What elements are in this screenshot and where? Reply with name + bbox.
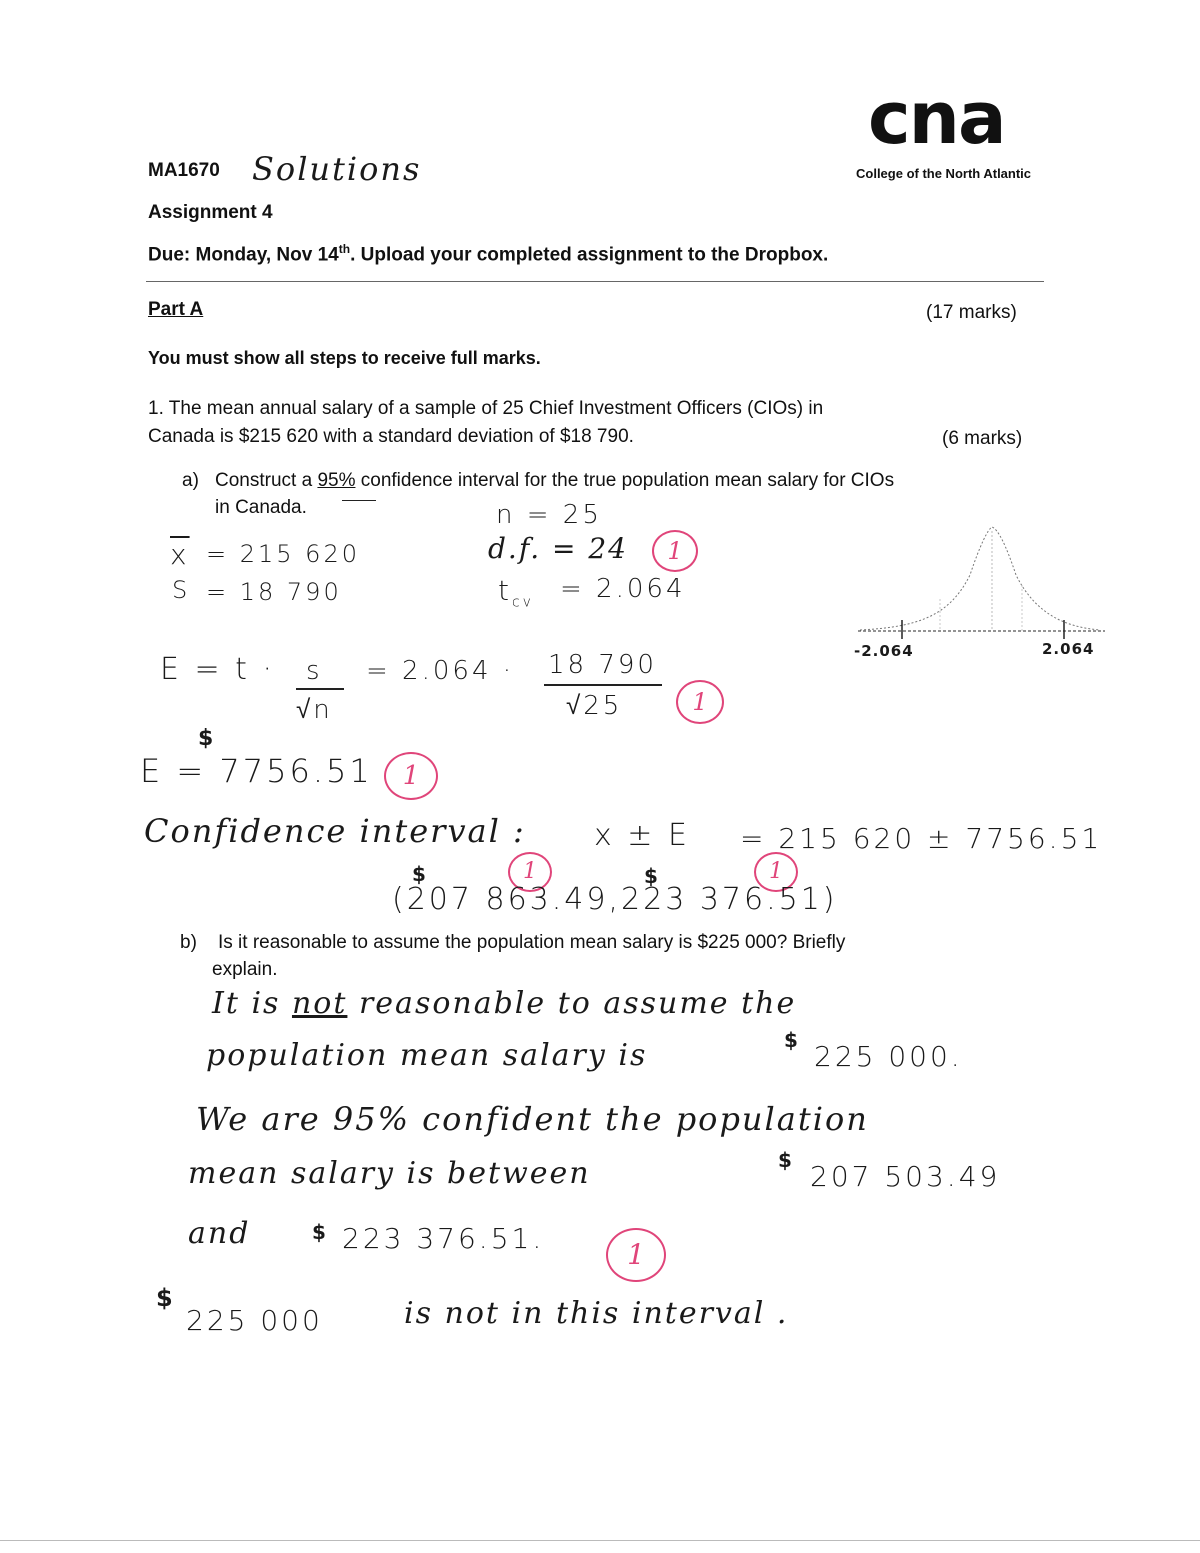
part-b-line2: explain. [212,959,278,980]
part-b-label: b) [180,932,197,953]
ci-interval [392,882,838,917]
solutions-handwritten: Solutions [252,150,422,188]
e-formula-num2: 18 790 [548,650,657,680]
part-a-label: a) [182,470,199,491]
xbar-letter: $\overline{x}$ [170,538,190,571]
answer-b-line6-amount: 225 000 [186,1304,323,1337]
tcv-subscript: cv [511,594,534,611]
ci-value: = 215 620 ± 7756.51 [740,822,1103,855]
cna-logo: cna [868,76,1005,160]
e-formula-frac-line [296,688,344,690]
mark-e-result: 1 [384,752,438,800]
logo-subtitle: College of the North Atlantic [856,166,1032,181]
tcv-symbol [498,574,534,611]
answer-b-not: not [291,986,348,1021]
ci-formula [594,818,690,853]
ci-label: Confidence interval : [144,812,526,850]
part-title: Part A [148,299,204,320]
mark-answer-b: 1 [606,1228,666,1282]
mark-ci-1: 1 [508,852,552,892]
scan-bottom-edge [0,1540,1200,1541]
s-value: = 18 790 [206,578,342,606]
ci-dollar-2: $ [644,864,661,888]
answer-b-line2: population mean salary is [206,1038,648,1073]
answer-b-line6-post: is not in this interval . [404,1296,789,1331]
answer-b-line5: and [188,1216,251,1251]
answer-b-line5-amount: 223 376.51. [342,1222,545,1255]
e-formula-num: s [306,656,323,686]
e-result: E = 7756.51 [140,752,373,790]
mark-df: 1 [652,530,698,572]
e-formula-den: √n [296,695,333,725]
highlight-double-underline [342,500,376,501]
answer-b-line1-pre: It is [212,986,292,1021]
ci-interval-open: (207 863.49 [392,882,609,917]
part-a-text [215,470,894,492]
curve-left-label: -2.064 [854,642,914,660]
tcv-value: = 2.064 [560,574,686,604]
answer-b-line4-dollar: $ [778,1148,795,1172]
question-1-line2: Canada is $215 620 with a standard deviation of $18 790. [148,426,634,447]
question-1-marks: (6 marks) [942,428,1023,449]
e-formula-mid: = 2.064 · [366,656,515,686]
df-value: d.f. = 24 [488,532,628,565]
e-formula-lhs: E = t · [160,652,275,687]
tcv-letter: t [498,574,512,607]
due-prefix: Due: Monday, Nov 14 [148,244,339,266]
course-code: MA1670 [148,160,220,181]
xbar-value: = 215 620 [206,540,360,568]
answer-b-line3: We are 95% confident the population [196,1100,869,1138]
part-a-text-line2: in Canada. [215,497,307,518]
ci-dollar-1: $ [412,862,429,886]
answer-b-line5-dollar: $ [312,1220,329,1244]
answer-b-line2-dollar: $ [784,1028,801,1052]
part-instruction: You must show all steps to receive full marks. [148,348,541,368]
answer-b-line4-amount: 207 503.49 [810,1160,1001,1193]
due-sup: th [338,242,351,256]
ci-formula-text: x ± E [594,818,690,853]
header-divider [146,281,1044,282]
answer-b-line1 [212,986,796,1021]
part-a-text-pre: Construct a [215,470,318,491]
curve-path [860,527,1100,630]
answer-b-line2-amount: 225 000. [814,1040,963,1073]
due-suffix: . Upload your completed assignment to the Dropbox. [350,244,829,266]
part-a-text-post: confidence interval for the true population mean salary for CIOs [355,470,895,491]
due-line [148,242,828,266]
e-result-dollar: $ [198,726,217,751]
ci-comma: , [608,882,622,917]
e-formula-frac-line2 [544,684,662,686]
n-value: n = 25 [496,500,602,530]
assignment-title: Assignment 4 [148,202,273,223]
answer-b-line6-dollar: $ [156,1284,176,1312]
xbar-symbol [170,538,190,571]
part-a-highlight: 95% [317,470,356,491]
answer-b-line4: mean salary is between [188,1156,591,1191]
e-formula-den2: √25 [566,691,623,721]
question-1-line1: 1. The mean annual salary of a sample of 25 Chief Investment Officers (CIOs) in [148,398,824,419]
answer-b-line1-post: reasonable to assume the [347,986,797,1021]
mark-ci-2: 1 [754,852,798,892]
curve-right-label: 2.064 [1042,640,1095,658]
part-b-line1: Is it reasonable to assume the population mean salary is $225 000? Briefly [218,932,846,953]
ci-interval-close: 223 376.51) [621,882,838,917]
part-marks: (17 marks) [926,302,1017,323]
mark-e-formula: 1 [676,680,724,724]
s-symbol: S [172,576,191,604]
